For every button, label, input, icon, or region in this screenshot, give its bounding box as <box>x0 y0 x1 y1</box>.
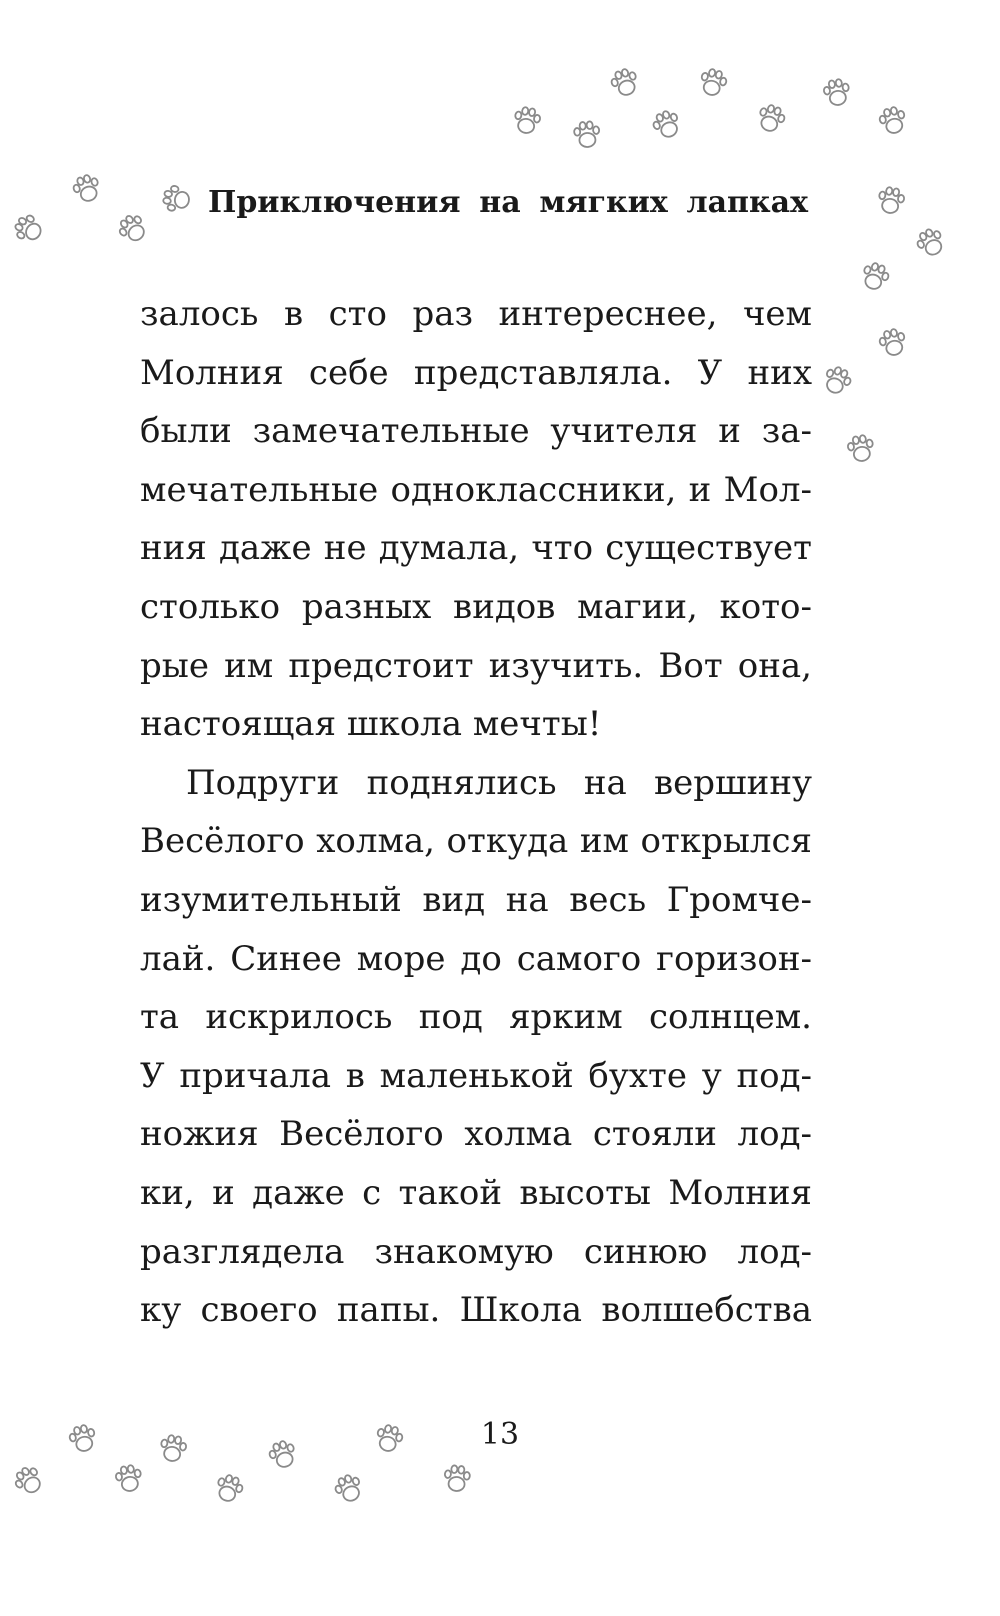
text-line: мечательные одноклассники, и Мол- <box>140 469 812 510</box>
paw-print-icon <box>814 358 859 403</box>
paw-print-icon <box>5 1457 53 1505</box>
paw-print-icon <box>603 61 647 105</box>
text-line: настоящая школа мечты! <box>140 704 602 745</box>
paw-print-icon <box>207 1467 251 1511</box>
body-text <box>140 285 812 1340</box>
paw-print-icon <box>853 255 897 299</box>
text-line: лай. Синее море до самого горизон- <box>140 938 812 979</box>
paw-print-icon <box>6 206 52 252</box>
paw-print-icon <box>65 167 109 211</box>
paw-print-icon <box>871 181 910 220</box>
paw-print-icon <box>507 101 546 140</box>
paw-print-icon <box>872 100 914 142</box>
paw-print-icon <box>261 1433 305 1477</box>
running-header: Приключения на мягких лапках <box>208 185 808 220</box>
paw-print-icon <box>62 1418 104 1460</box>
text-line: ножия Весёлого холма стояли лод- <box>140 1114 812 1155</box>
text-line: У причала в маленькой бухте у под- <box>140 1055 812 1096</box>
text-line: залось в сто раз интереснее, чем <box>140 294 812 334</box>
text-line: ки, и даже с такой высоты Молния <box>140 1172 812 1213</box>
paw-print-icon <box>109 1459 148 1498</box>
paw-print-icon <box>749 97 793 141</box>
page-number: 13 <box>480 1417 520 1452</box>
text-line: разглядела знакомую синюю лод- <box>140 1231 812 1272</box>
text-line: та искрилось под ярким солнцем. <box>140 997 812 1038</box>
text-line: ку своего папы. Школа волшебства <box>140 1290 812 1331</box>
paw-print-icon <box>569 117 606 154</box>
paw-print-icon <box>817 73 856 112</box>
text-line: столько разных видов магии, кото- <box>140 586 812 627</box>
paw-print-icon <box>157 179 196 218</box>
paw-print-icon <box>439 1461 476 1498</box>
paw-print-icon <box>109 205 157 253</box>
text-line: Молния себе представляла. У них <box>140 352 812 393</box>
paw-print-icon <box>644 102 689 147</box>
text-line: ния даже не думала, что существует <box>140 528 812 569</box>
paw-print-icon <box>872 322 914 364</box>
paw-print-icon <box>841 429 880 468</box>
paw-print-icon <box>692 62 734 104</box>
paw-print-icon <box>326 1466 371 1511</box>
text-line: были замечательные учителя и за- <box>140 411 812 452</box>
text-line: рые им предстоит изучить. Вот она, <box>140 645 812 686</box>
text-line: изумительный вид на весь Громче- <box>140 879 812 920</box>
paw-print-icon <box>908 220 954 266</box>
text-line: Подруги поднялись на вершину <box>186 762 812 803</box>
paw-print-icon <box>153 1429 192 1468</box>
text-line: Весёлого холма, откуда им открылся <box>140 821 812 862</box>
